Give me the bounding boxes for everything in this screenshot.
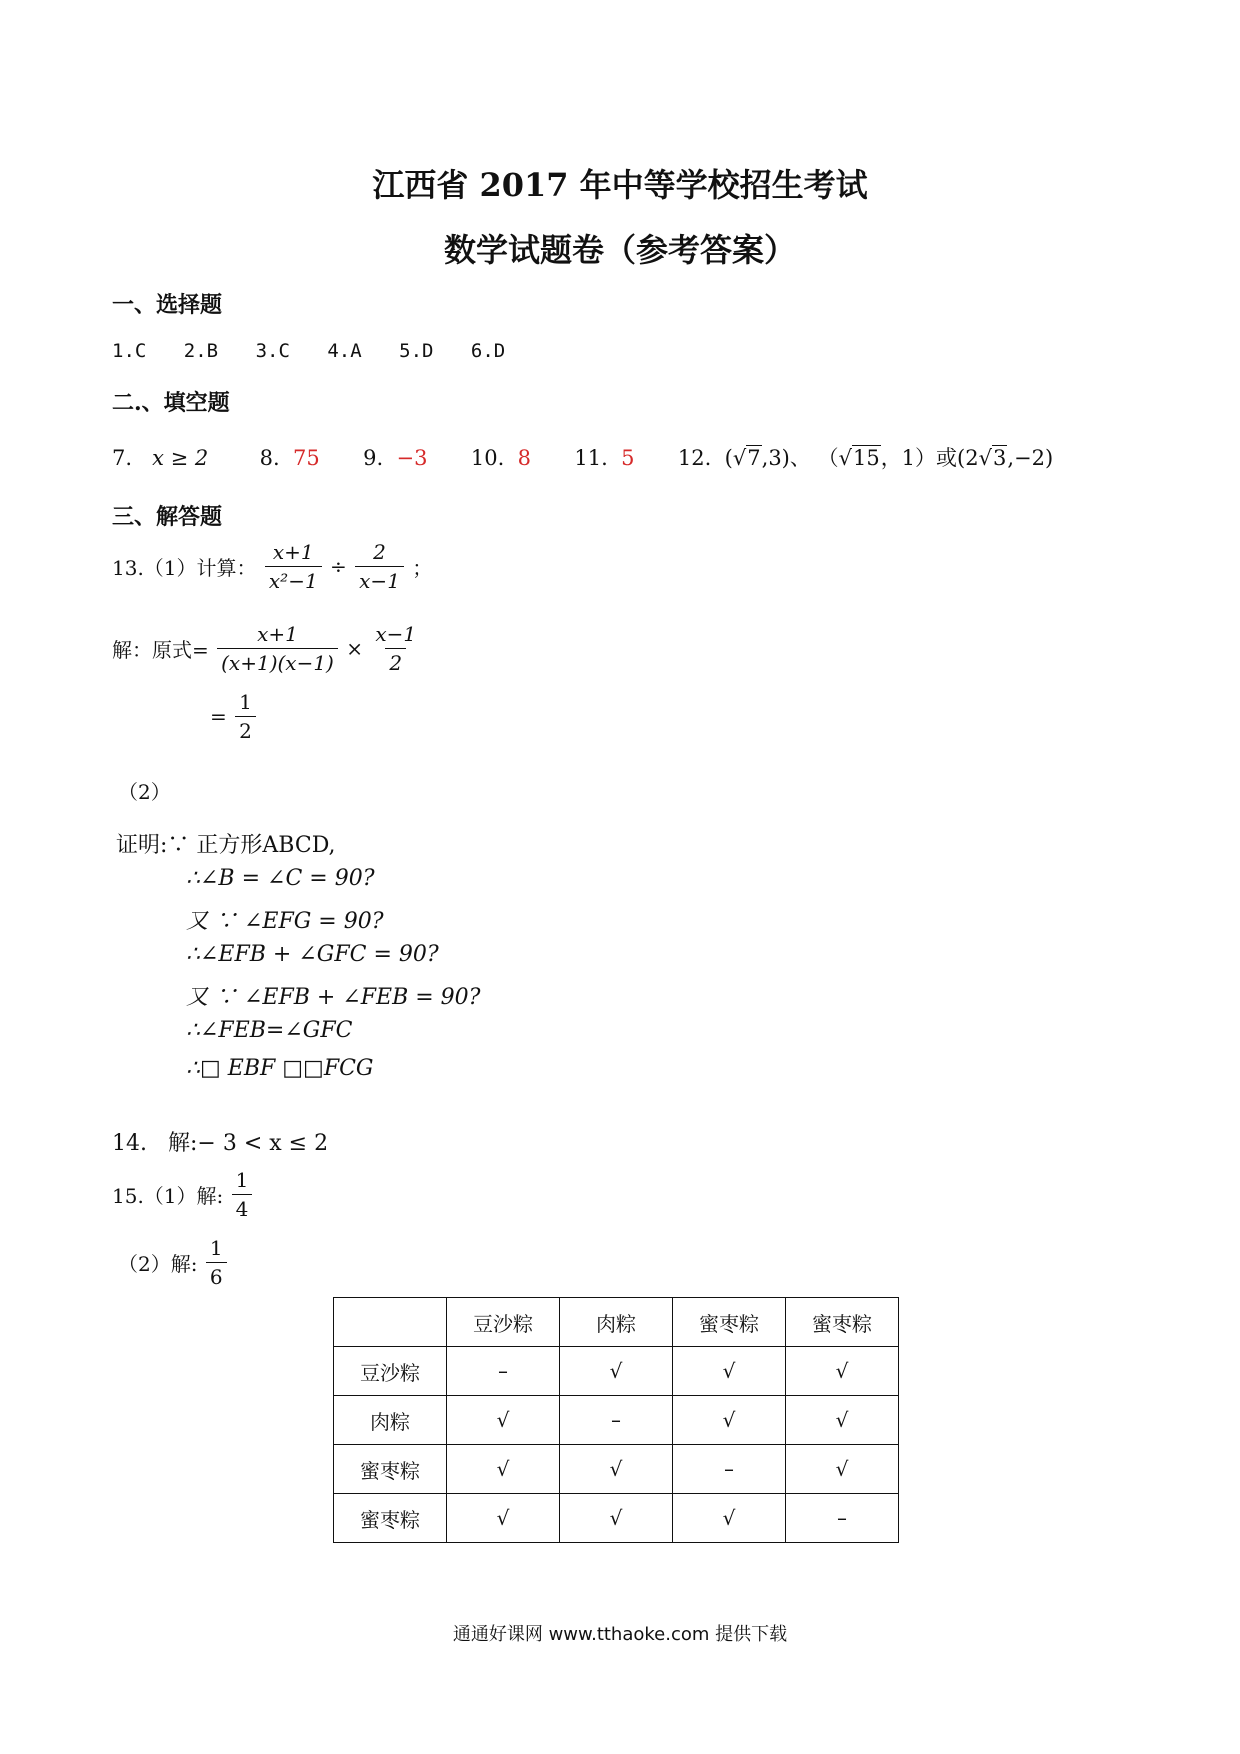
q9-answer: −3 — [396, 446, 428, 470]
answer-1: 1.C — [112, 340, 147, 362]
table-cell: √ — [673, 1347, 786, 1396]
answer-2: 2.B — [183, 340, 219, 362]
q15-part2 — [118, 1236, 229, 1289]
q12-rest-2: ，1）或(2 — [880, 446, 979, 470]
answer-3: 3.C — [255, 340, 290, 362]
radicand-7: 7 — [747, 446, 761, 470]
table-row — [334, 1445, 899, 1494]
q12-open-2: （ — [817, 446, 839, 470]
sqrt-15: √15 — [838, 446, 880, 470]
q11-number: 11. — [574, 446, 608, 470]
proof-line-1: 证明:∵ 正方形ABCD, — [116, 833, 336, 858]
table-header-row — [334, 1298, 899, 1347]
table-cell: – — [560, 1396, 673, 1445]
table-row — [334, 1347, 899, 1396]
table-cell: – — [786, 1494, 899, 1543]
sqrt-3: √3 — [978, 446, 1007, 470]
solution-fraction-1 — [217, 622, 338, 675]
proof-line-2: ∴∠B = ∠C = 90? — [186, 866, 375, 891]
q13-fraction-1 — [265, 540, 322, 593]
proof-line-5: 又 ∵ ∠EFB + ∠FEB = 90? — [186, 985, 481, 1010]
solution-label: 解：原式= — [112, 638, 209, 662]
table-header-cell: 豆沙粽 — [447, 1298, 560, 1347]
table-row — [334, 1494, 899, 1543]
result-fraction — [235, 690, 256, 743]
table-cell: √ — [560, 1445, 673, 1494]
q11-answer: 5 — [621, 446, 635, 470]
table-cell: √ — [447, 1494, 560, 1543]
radicand-3: 3 — [993, 446, 1007, 470]
fraction-numerator: 1 — [235, 1168, 249, 1192]
table-cell: √ — [673, 1494, 786, 1543]
table-row-label: 蜜枣粽 — [334, 1445, 447, 1494]
table-header-cell: 肉粽 — [560, 1298, 673, 1347]
section-heading-solve: 三、解答题 — [112, 504, 223, 530]
proof-line-7: ∴□ EBF □□FCG — [186, 1056, 374, 1081]
proof-line-4: ∴∠EFB + ∠GFC = 90? — [186, 942, 439, 967]
table-cell: – — [673, 1445, 786, 1494]
table-cell: √ — [786, 1396, 899, 1445]
q13-solution-step2 — [210, 690, 258, 743]
table-cell: √ — [786, 1347, 899, 1396]
table-cell: – — [447, 1347, 560, 1396]
answer-6: 6.D — [470, 340, 506, 362]
table-row-label: 蜜枣粽 — [334, 1494, 447, 1543]
fraction-numerator: 1 — [239, 690, 252, 714]
section-heading-choice: 一、选择题 — [112, 292, 223, 318]
table-cell: √ — [447, 1396, 560, 1445]
proof-line-6: ∴∠FEB=∠GFC — [186, 1018, 353, 1043]
q14-answer: 解:− 3 < x ≤ 2 — [167, 1131, 329, 1156]
q13-part2-label: （2） — [118, 780, 171, 804]
section-heading-fill: 二.、填空题 — [112, 390, 230, 416]
times-sign: × — [346, 636, 363, 661]
proof-line-3: 又 ∵ ∠EFG = 90? — [186, 909, 384, 934]
table-cell: √ — [560, 1494, 673, 1543]
fraction-numerator: x+1 — [257, 622, 298, 646]
q15-part2-label: （2）解: — [118, 1252, 198, 1276]
table-cell: √ — [673, 1396, 786, 1445]
q13-label: 13.（1）计算： — [112, 556, 257, 580]
q13-end: ； — [412, 556, 433, 580]
q15-part2-fraction — [206, 1236, 227, 1289]
fraction-numerator: x+1 — [272, 540, 314, 564]
fraction-numerator: 2 — [373, 540, 386, 564]
fraction-denominator: 2 — [385, 648, 406, 675]
q15-part1 — [112, 1168, 254, 1221]
table-cell: √ — [786, 1445, 899, 1494]
q8-number: 8. — [259, 446, 280, 470]
q15-part1-fraction — [232, 1168, 253, 1221]
table-header-cell: 蜜枣粽 — [786, 1298, 899, 1347]
answer-5: 5.D — [399, 340, 434, 362]
fraction-denominator: (x+1)(x−1) — [217, 648, 338, 675]
answer-4: 4.A — [327, 340, 362, 362]
q8-answer: 75 — [293, 446, 320, 470]
table-cell: √ — [447, 1445, 560, 1494]
zongzi-table — [333, 1297, 899, 1543]
fraction-numerator: 1 — [209, 1236, 223, 1260]
fraction-denominator: x²−1 — [265, 566, 322, 593]
table-row — [334, 1396, 899, 1445]
sqrt-7: √7 — [732, 446, 761, 470]
q9-number: 9. — [363, 446, 384, 470]
table-cell: √ — [560, 1347, 673, 1396]
table-corner — [334, 1298, 447, 1347]
q10-answer: 8 — [517, 446, 532, 470]
table-row-label: 豆沙粽 — [334, 1347, 447, 1396]
q13-question — [112, 540, 432, 593]
page-footer: 通通好课网 www.tthaoke.com 提供下载 — [452, 1624, 788, 1645]
solution-fraction-2 — [371, 622, 420, 675]
fraction-denominator: 6 — [206, 1262, 227, 1289]
q12-rest-3: ,−2) — [1007, 446, 1054, 470]
q12-answer — [725, 446, 1054, 470]
q15-part1-label: 15.（1）解: — [112, 1184, 224, 1208]
q13-solution-step1 — [112, 622, 422, 675]
table-row-label: 肉粽 — [334, 1396, 447, 1445]
q7-number: 7. — [112, 446, 133, 470]
choice-answers — [112, 340, 531, 362]
fraction-denominator: 4 — [232, 1194, 253, 1221]
document-title: 江西省 2017 年中等学校招生考试 — [372, 166, 868, 204]
q13-fraction-2 — [355, 540, 404, 593]
fraction-numerator: x−1 — [375, 622, 417, 646]
q14 — [112, 1126, 328, 1157]
q14-label: 14. — [112, 1131, 147, 1156]
q7-answer: x ≥ 2 — [152, 446, 209, 470]
q12-rest-1: ,3)、 — [761, 446, 811, 470]
table-header-cell: 蜜枣粽 — [673, 1298, 786, 1347]
q10-number: 10. — [470, 446, 505, 470]
document-subtitle: 数学试题卷（参考答案） — [443, 231, 796, 269]
fraction-denominator: 2 — [235, 716, 256, 743]
divide-sign: ÷ — [330, 554, 347, 579]
q12-open: ( — [724, 446, 733, 470]
q12-number: 12. — [677, 446, 712, 470]
fraction-denominator: x−1 — [355, 566, 404, 593]
radicand-15: 15 — [852, 446, 880, 470]
equals-sign: = — [210, 704, 227, 729]
fill-answers — [112, 442, 1053, 472]
